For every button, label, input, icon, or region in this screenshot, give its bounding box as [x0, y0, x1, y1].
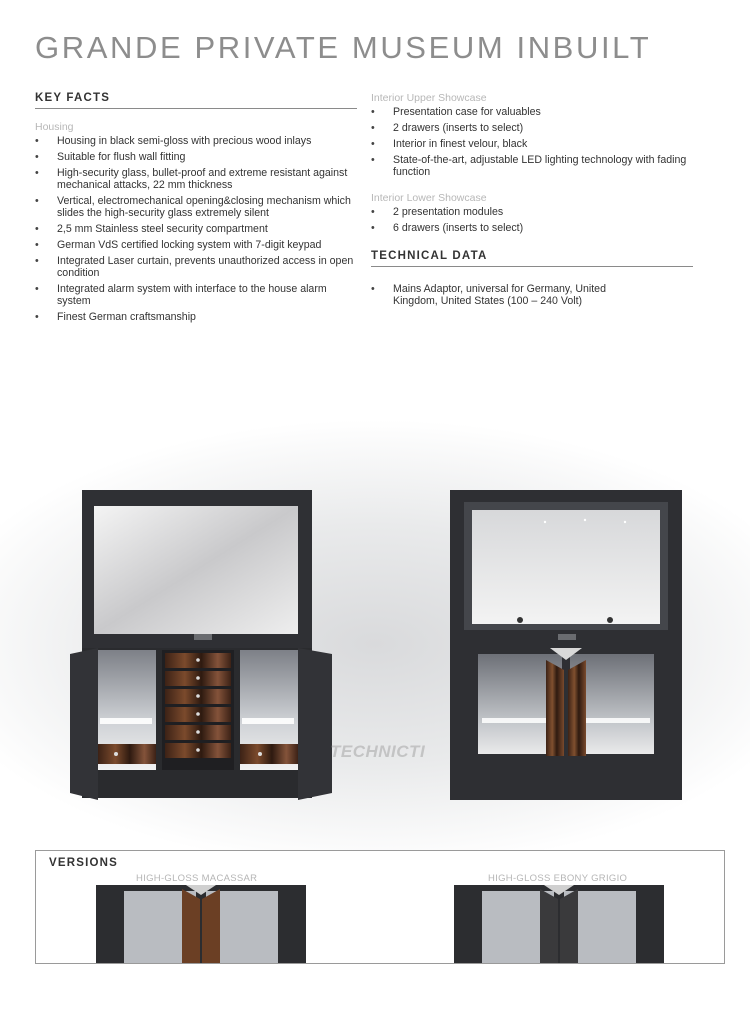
housing-list: [35, 135, 357, 323]
list-item: • 2 drawers (inserts to select): [371, 122, 693, 134]
list-item: • 2 presentation modules: [371, 206, 693, 218]
list-item: • High-security glass, bullet-proof and extreme resistant against mechanical attacks, 22 mm thickness: [35, 167, 357, 191]
version-label-macassar: HIGH-GLOSS MACASSAR: [136, 873, 258, 884]
technical-data-list: [371, 283, 631, 307]
version-macassar-thumb[interactable]: [96, 885, 306, 964]
technical-data-heading: TECHNICAL DATA: [371, 250, 693, 267]
list-item: • Suitable for flush wall fitting: [35, 151, 357, 163]
list-item: • Vertical, electromechanical opening&closing mechanism which slides the high-security glass extremely silent: [35, 195, 357, 219]
closed-cabinet-image: [450, 488, 682, 833]
list-item: • 6 drawers (inserts to select): [371, 222, 693, 234]
version-ebony-grigio-thumb[interactable]: [454, 885, 664, 964]
key-facts-section: [35, 92, 357, 327]
list-item: • Integrated alarm system with interface to the house alarm system: [35, 283, 357, 307]
list-item: • Housing in black semi-gloss with precious wood inlays: [35, 135, 357, 147]
versions-panel: [35, 850, 725, 964]
list-item: • Integrated Laser curtain, prevents unauthorized access in open condition: [35, 255, 357, 279]
versions-heading: VERSIONS: [49, 857, 119, 869]
lower-showcase-subheading: Interior Lower Showcase: [371, 192, 487, 204]
housing-subheading: Housing: [35, 121, 74, 133]
open-cabinet-image: [70, 488, 332, 833]
list-item: • Presentation case for valuables: [371, 106, 693, 118]
showcase-section: [371, 92, 693, 311]
list-item: • State-of-the-art, adjustable LED lighting technology with fading function: [371, 154, 693, 178]
list-item: • Finest German craftsmanship: [35, 311, 357, 323]
version-label-ebony-grigio: HIGH-GLOSS EBONY GRIGIO: [488, 873, 628, 884]
key-facts-heading: KEY FACTS: [35, 92, 357, 109]
list-item: • German VdS certified locking system with 7-digit keypad: [35, 239, 357, 251]
list-item: • Interior in finest velour, black: [371, 138, 693, 150]
page-title: GRANDE PRIVATE MUSEUM INBUILT: [35, 30, 652, 65]
lower-showcase-list: [371, 206, 693, 234]
upper-showcase-list: [371, 106, 693, 178]
upper-showcase-subheading: Interior Upper Showcase: [371, 92, 487, 104]
list-item: • 2,5 mm Stainless steel security compartment: [35, 223, 357, 235]
watermark-text: TECHNICTI: [330, 742, 426, 761]
list-item: • Mains Adaptor, universal for Germany, United Kingdom, United States (100 – 240 Volt): [371, 283, 631, 307]
